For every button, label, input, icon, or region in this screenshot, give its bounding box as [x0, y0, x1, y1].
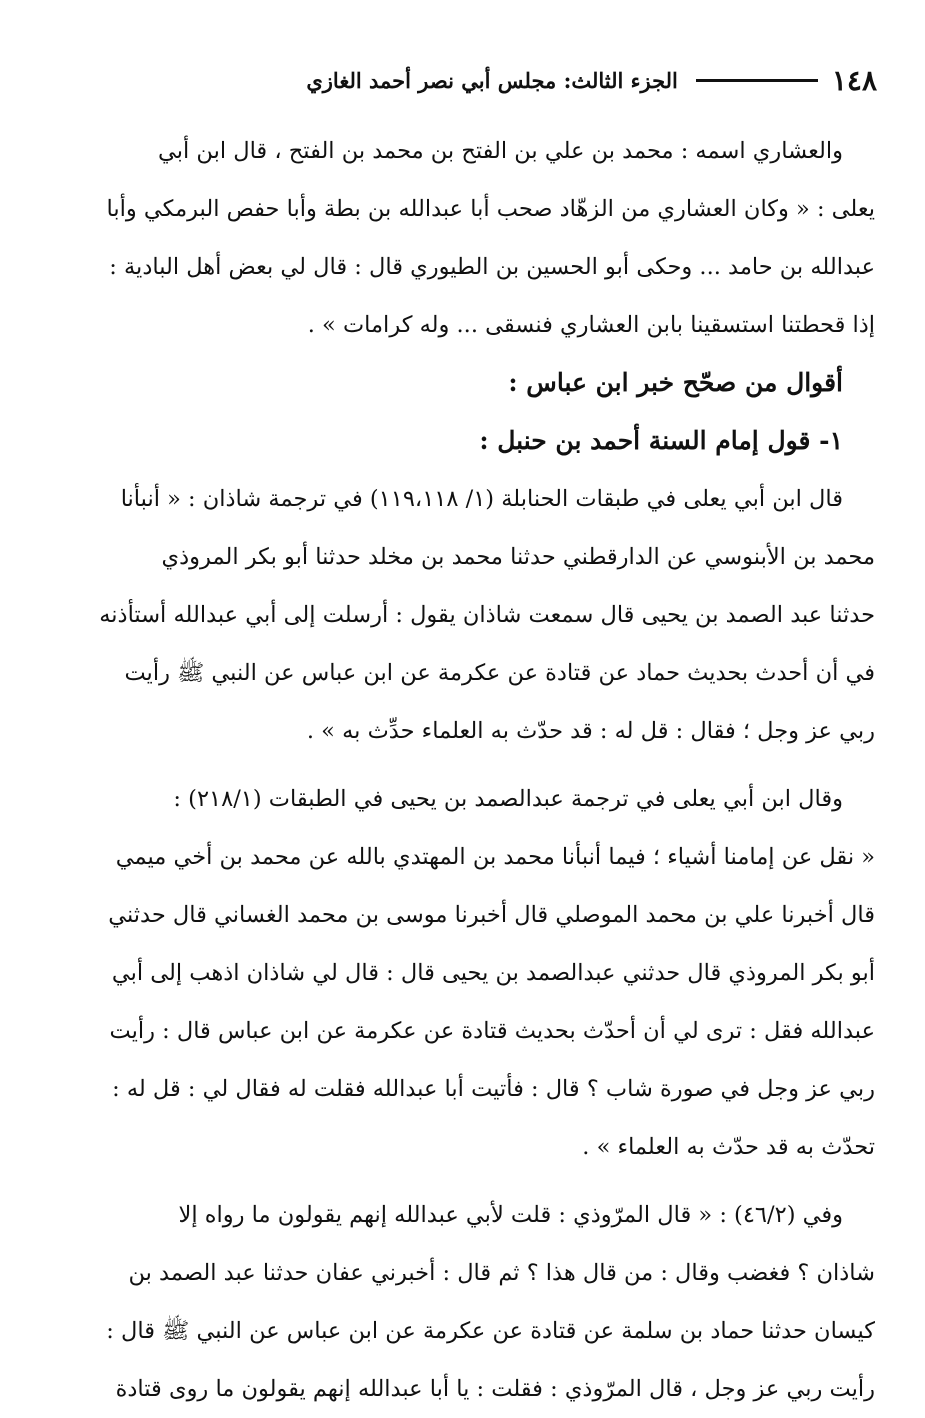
text-line: كيسان حدثنا حماد بن سلمة عن قتادة عن عكرمة عن ابن عباس عن النبي ﷺ قال :: [106, 1318, 875, 1344]
text-line: محمد بن الأبنوسي عن الدارقطني حدثنا محمد بن مخلد حدثنا أبو بكر المروذي: [161, 544, 875, 570]
header-rule: [696, 79, 818, 82]
running-head: الجزء الثالث: مجلس أبي نصر أحمد الغازي: [306, 67, 678, 93]
subsection-heading: ١- قول إمام السنة أحمد بن حنبل :: [479, 426, 843, 455]
paragraph: [78, 770, 875, 1176]
text-line: رأيت ربي عز وجل ، قال المرّوذي : فقلت : يا أبا عبدالله إنهم يقولون ما روى قتادة: [115, 1376, 875, 1402]
text-line: وفي (٤٦/٢) : « قال المرّوذي : قلت لأبي عبدالله إنهم يقولون ما رواه إلا: [178, 1202, 843, 1228]
text-line: عبدالله فقل : ترى لي أن أحدّث بحديث قتادة عن عكرمة عن ابن عباس قال : رأيت: [109, 1018, 875, 1044]
text-line: ربي عز وجل ؛ فقال : قل له : قد حدّث به العلماء حدِّث به » .: [306, 718, 875, 744]
paragraph: [78, 122, 875, 354]
text-line: ربي عز وجل في صورة شاب ؟ قال : فأتيت أبا عبدالله فقلت له فقال لي : قل له :: [112, 1076, 875, 1102]
text-line: أبو بكر المروذي قال حدثني عبدالصمد بن يحيى قال : قال لي شاذان اذهب إلى أبي: [111, 960, 875, 986]
text-line: شاذان ؟ فغضب وقال : من قال هذا ؟ ثم قال : أخبرني عفان حدثنا عبد الصمد بن: [128, 1260, 875, 1286]
text-line: وقال ابن أبي يعلى في ترجمة عبدالصمد بن يحيى في الطبقات (٢١٨/١) :: [173, 786, 843, 812]
text-line: قال ابن أبي يعلى في طبقات الحنابلة (١/ ١١٩،١١٨) في ترجمة شاذان : « أنبأنا: [120, 486, 843, 512]
paragraph: [78, 470, 875, 760]
text-line: والعشاري اسمه : محمد بن علي بن الفتح بن محمد بن الفتح ، قال ابن أبي: [158, 138, 843, 164]
text-line: يعلى : « وكان العشاري من الزهّاد صحب أبا عبدالله بن بطة وأبا حفص البرمكي وأبا: [106, 196, 875, 222]
paragraph: [78, 1186, 875, 1418]
page-number: ١٤٨: [831, 63, 877, 97]
text-line: تحدّث به قد حدّث به العلماء » .: [582, 1134, 875, 1160]
text-line: قال أخبرنا علي بن محمد الموصلي قال أخبرنا موسى بن محمد الغساني قال حدثني: [108, 902, 875, 928]
section-heading: أقوال من صحّح خبر ابن عباس :: [508, 368, 843, 397]
text-line: « نقل عن إمامنا أشياء ؛ فيما أنبأنا محمد بن المهتدي بالله عن محمد بن أخي ميمي: [115, 844, 875, 870]
page-header: [80, 58, 877, 102]
text-line: حدثنا عبد الصمد بن يحيى قال سمعت شاذان يقول : أرسلت إلى أبي عبدالله أستأذنه: [99, 602, 875, 628]
text-line: في أن أحدث بحديث حماد عن قتادة عن عكرمة عن ابن عباس عن النبي ﷺ رأيت: [124, 660, 875, 686]
page-body: [78, 122, 875, 1418]
text-line: عبدالله بن حامد ... وحكى أبو الحسين بن الطيوري قال : قال لي بعض أهل البادية :: [109, 254, 875, 280]
text-line: إذا قحطتنا استسقينا بابن العشاري فنسقى ... وله كرامات » .: [307, 312, 875, 338]
